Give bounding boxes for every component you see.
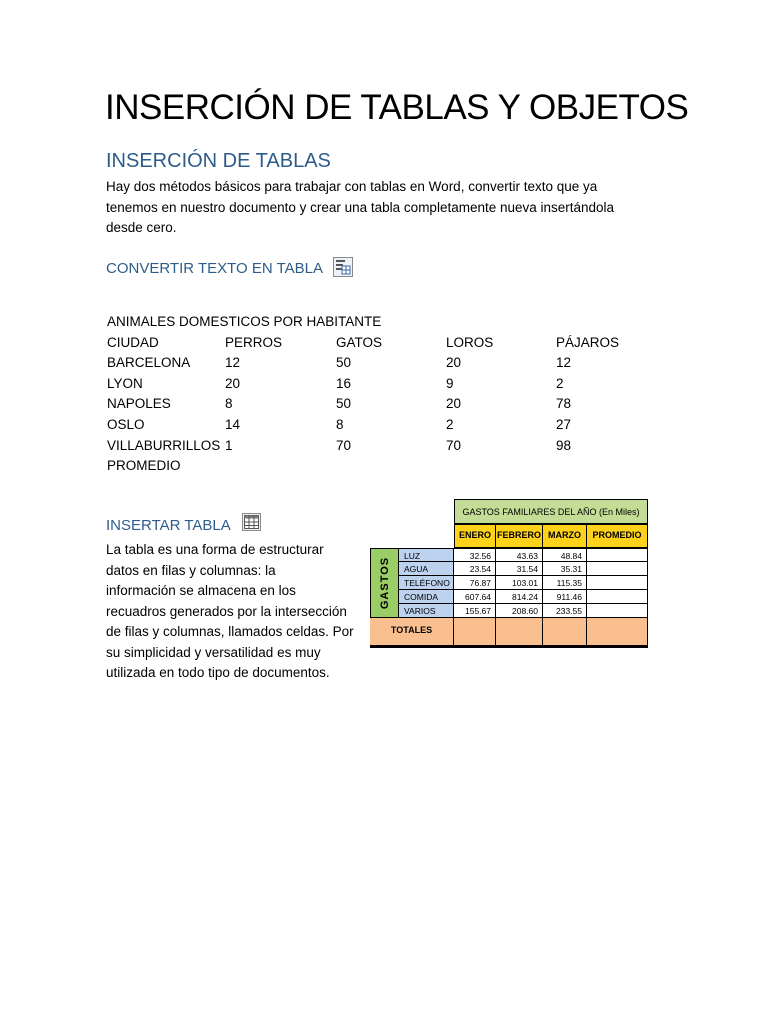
value-cell: 32.56 bbox=[454, 548, 496, 562]
table-cell: 70 bbox=[446, 437, 462, 453]
table-cell: 8 bbox=[336, 416, 344, 432]
header-cell: LOROS bbox=[446, 334, 494, 350]
value-cell: 155.67 bbox=[454, 604, 496, 618]
table-cell: 70 bbox=[336, 437, 352, 453]
row-label: TELÉFONO bbox=[399, 576, 454, 590]
value-cell: 115.35 bbox=[543, 576, 587, 590]
animals-caption bbox=[107, 312, 667, 333]
insert-line: de filas y columnas, llamados celdas. Por bbox=[106, 624, 354, 639]
intro-line: Hay dos métodos básicos para trabajar con tablas en Word, convertir texto que ya bbox=[106, 179, 598, 194]
totals-cell bbox=[543, 618, 587, 646]
intro-paragraph bbox=[106, 177, 666, 239]
value-cell: 911.46 bbox=[543, 590, 587, 604]
value-cell: 208.60 bbox=[496, 604, 543, 618]
gastos-side-label bbox=[370, 548, 399, 618]
totals-cell bbox=[496, 618, 543, 646]
insert-line: recuadros generados por la intersección bbox=[106, 603, 347, 619]
table-cell: 50 bbox=[336, 396, 352, 412]
value-cell: 48.84 bbox=[543, 548, 587, 562]
value-cell: 35.31 bbox=[543, 562, 587, 576]
table-cell: 20 bbox=[225, 375, 241, 391]
convert-text-to-table-icon bbox=[333, 257, 353, 277]
table-cell: 16 bbox=[336, 375, 352, 391]
promedio-cell bbox=[587, 548, 648, 562]
table-cell: 9 bbox=[446, 375, 454, 391]
table-cell: 20 bbox=[446, 355, 462, 371]
promedio-cell bbox=[587, 604, 648, 618]
promedio-cell bbox=[587, 576, 648, 590]
totals-label: TOTALES bbox=[370, 618, 454, 646]
header-cell: PÁJAROS bbox=[556, 334, 620, 350]
value-cell: 23.54 bbox=[454, 562, 496, 576]
table-cell: 78 bbox=[556, 396, 572, 412]
header-cell: CIUDAD bbox=[107, 334, 159, 350]
table-row bbox=[107, 436, 667, 457]
promedio-cell bbox=[587, 590, 648, 604]
insert-line: utilizada en todo tipo de documentos. bbox=[106, 665, 330, 680]
animals-footer-row bbox=[107, 456, 667, 477]
insert-line: su simplicidad y versatilidad es muy bbox=[106, 644, 321, 660]
table-cell: 50 bbox=[336, 355, 352, 371]
totals-cell bbox=[454, 618, 496, 646]
table-cell: 20 bbox=[446, 396, 462, 412]
table-cell: 1 bbox=[225, 437, 233, 453]
month-header: FEBRERO bbox=[496, 524, 543, 548]
row-label: AGUA bbox=[399, 562, 454, 576]
animals-caption-text: ANIMALES DOMESTICOS POR HABITANTE bbox=[107, 314, 382, 329]
animals-table bbox=[107, 312, 667, 477]
page-title: INSERCIÓN DE TABLAS Y OBJETOS bbox=[105, 88, 689, 127]
value-cell: 233.55 bbox=[543, 604, 587, 618]
header-cell: GATOS bbox=[336, 334, 383, 350]
table-cell: VILLABURRILLOS bbox=[107, 437, 221, 453]
value-cell: 607.64 bbox=[454, 590, 496, 604]
row-label: COMIDA bbox=[399, 590, 454, 604]
table-cell: LYON bbox=[107, 375, 143, 391]
table-cell: BARCELONA bbox=[107, 355, 191, 371]
insert-line: datos en filas y columnas: la bbox=[106, 562, 276, 578]
value-cell: 76.87 bbox=[454, 576, 496, 590]
intro-line: desde cero. bbox=[106, 220, 177, 235]
value-cell: 31.54 bbox=[496, 562, 543, 576]
totals-cell bbox=[587, 618, 648, 646]
table-cell: NAPOLES bbox=[107, 396, 171, 412]
row-label: LUZ bbox=[399, 548, 454, 562]
expenses-title: GASTOS FAMILIARES DEL AÑO (En Miles) bbox=[454, 499, 648, 524]
row-label: VARIOS bbox=[399, 604, 454, 618]
month-header: ENERO bbox=[454, 524, 496, 548]
convert-heading: CONVERTIR TEXTO EN TABLA bbox=[106, 260, 324, 277]
table-cell: OSLO bbox=[107, 416, 145, 432]
intro-line: tenemos en nuestro documento y crear una tabla completamente nueva insertándola bbox=[106, 199, 615, 215]
insert-paragraph bbox=[106, 540, 371, 684]
table-cell: 12 bbox=[556, 355, 572, 371]
value-cell: 814.24 bbox=[496, 590, 543, 604]
table-row bbox=[107, 394, 667, 415]
table-cell: 27 bbox=[556, 416, 572, 432]
value-cell: 43.63 bbox=[496, 548, 543, 562]
animals-header-row bbox=[107, 333, 667, 354]
section-heading: INSERCIÓN DE TABLAS bbox=[106, 150, 331, 172]
promedio-cell bbox=[587, 562, 648, 576]
table-cell: 14 bbox=[225, 416, 241, 432]
insert-line: información se almacena en los bbox=[106, 583, 296, 598]
month-header: MARZO bbox=[543, 524, 587, 548]
table-cell: 8 bbox=[225, 396, 233, 412]
insert-heading: INSERTAR TABLA bbox=[106, 517, 231, 534]
gastos-side-text: GASTOS bbox=[378, 556, 391, 610]
table-cell: 2 bbox=[556, 375, 564, 391]
value-cell: 103.01 bbox=[496, 576, 543, 590]
table-row bbox=[107, 353, 667, 374]
insert-table-icon bbox=[242, 513, 261, 531]
table-cell: 12 bbox=[225, 355, 241, 371]
month-header: PROMEDIO bbox=[587, 524, 648, 548]
header-cell: PERROS bbox=[225, 334, 283, 350]
table-cell: 98 bbox=[556, 437, 572, 453]
table-bottom-rule bbox=[370, 646, 648, 648]
insert-line: La tabla es una forma de estructurar bbox=[106, 542, 324, 557]
table-cell: 2 bbox=[446, 416, 454, 432]
footer-cell: PROMEDIO bbox=[107, 458, 181, 474]
table-row bbox=[107, 415, 667, 436]
table-row bbox=[107, 374, 667, 395]
